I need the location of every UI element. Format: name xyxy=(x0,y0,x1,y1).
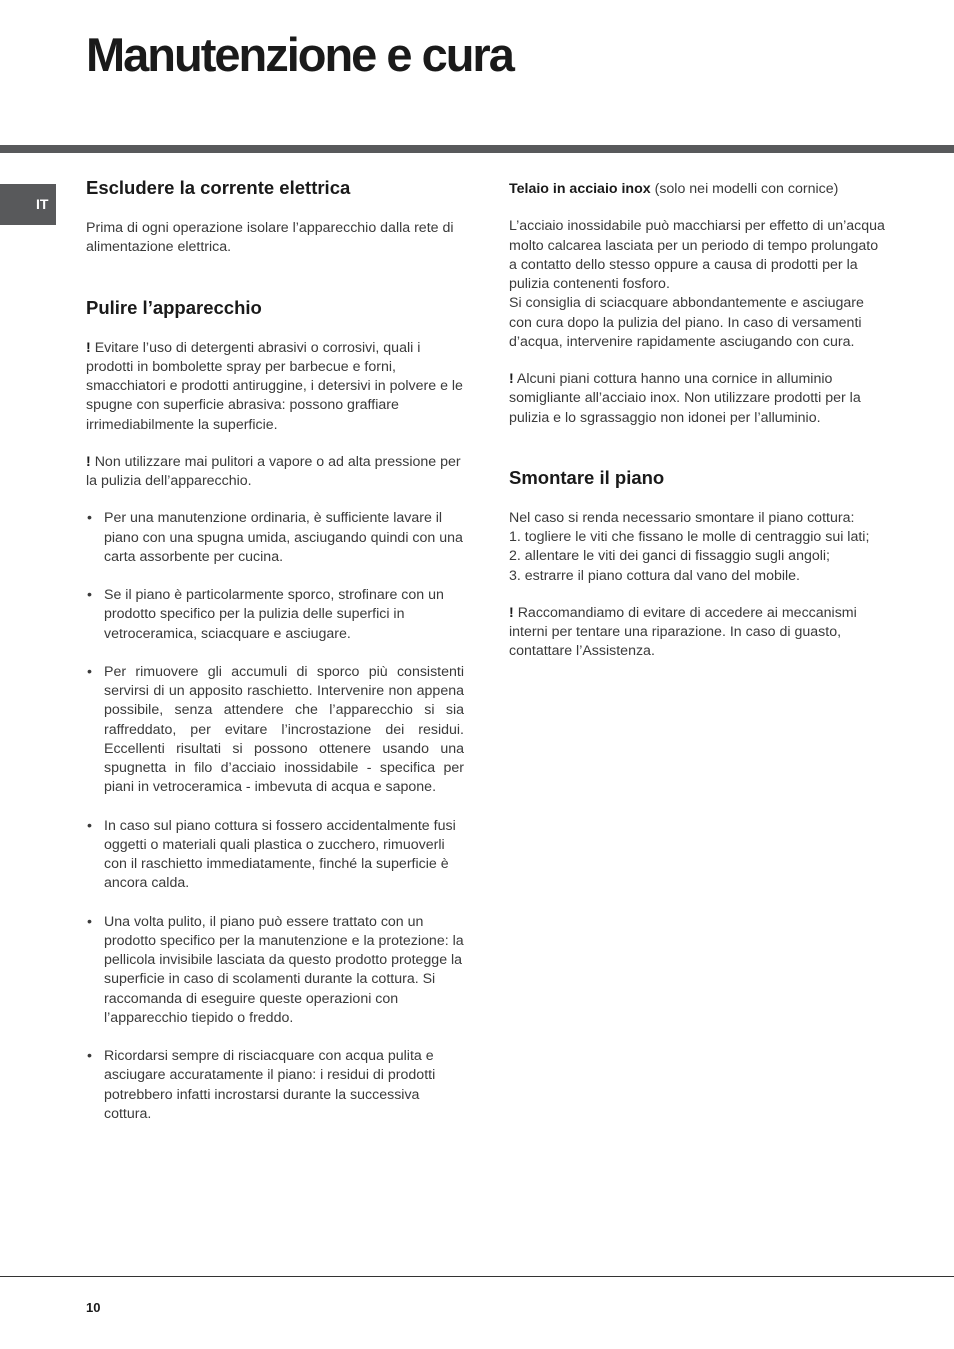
warning-aluminium: ! Alcuni piani cottura hanno una cornice in alluminio somigliante all’acciaio inox. Non utilizzare prodotti per la pulizia e lo sgrassaggio non idonei per l’alluminio. xyxy=(509,371,861,426)
warning-icon: ! xyxy=(509,371,514,387)
list-item: • Una volta pulito, il piano può essere trattato con un prodotto specifico per la manutenzione e la protezione: la pellicola invisibile lasciata da questo prodotto protegge la superficie in caso di scolamenti durante la cottura. Si raccomanda di eseguire queste operazioni con l’apparecchio tiepido o freddo. xyxy=(87,913,464,1026)
list-item: • In caso sul piano cottura si fossero accidentalmente fusi oggetti o materiali quali plastica o zucchero, rimuoverli con il raschietto immediatamente, finché la superficie è ancora calda. xyxy=(87,817,456,892)
list-item: • Per rimuovere gli accumuli di sporco più consistenti servirsi di un apposito raschietto. Intervenire non appena possibile, senza attendere che l’apparecchio si sia raffreddato, per evitare l’incrostazione dei residui. Eccellenti risultati si possono ottenere usando una spugnetta in filo d’acciaio inossidabile - specifica per piani in vetroceramica - imbevuta di acqua e sapone. xyxy=(87,663,464,796)
dismount-step: 1. togliere le viti che fissano le molle di centraggio sui lati; xyxy=(509,529,870,545)
power-text: Prima di ogni operazione isolare l’apparecchio dalla rete di alimentazione elettrica. xyxy=(86,220,454,256)
cleaning-list xyxy=(86,509,464,1124)
bullet-icon: • xyxy=(87,1048,92,1064)
warning-abrasive: ! Evitare l’uso di detergenti abrasivi o corrosivi, quali i prodotti in bombolette spray per barbecue e forni, smacchiatori e prodotti antiruggine, i detersivi in polvere e le spugne con superficie abrasiva: possono graffiare irrimediabilmente la superficie. xyxy=(86,339,463,433)
page-title: Manutenzione e cura xyxy=(86,28,513,81)
list-item: • Se il piano è particolarmente sporco, strofinare con un prodotto specifico per la pulizia delle superfici in vetroceramica, sciacquare e asciugare. xyxy=(87,587,444,642)
language-tab: IT xyxy=(0,184,56,225)
list-item: • Ricordarsi sempre di risciacquare con acqua pulita e asciugare accuratamente il piano: i residui di prodotti potrebbero infatti incrostarsi durante la successiva cottura. xyxy=(87,1048,436,1122)
bullet-icon: • xyxy=(87,663,92,680)
dismount-step: 3. estrarre il piano cottura dal vano del mobile. xyxy=(509,567,801,584)
warning-icon: ! xyxy=(86,339,91,356)
stainless-text-1: L’acciaio inossidabile può macchiarsi per effetto di un’acqua molto calcarea lasciata per un periodo di tempo prolungato a contatto dello stesso oppure a causa di prodotti per la pulizia contenenti fosforo. xyxy=(509,218,885,292)
header-divider xyxy=(0,145,954,153)
dismount-step: 2. allentare le viti dei ganci di fissaggio sugli angoli; xyxy=(509,548,830,565)
left-column xyxy=(86,176,464,1143)
bullet-icon: • xyxy=(87,587,92,603)
warning-repair: ! Raccomandiamo di evitare di accedere ai meccanismi interni per tentare una riparazione. In caso di guasto, contattare l’Assistenza. xyxy=(509,604,857,660)
section-heading-cleaning: Pulire l’apparecchio xyxy=(86,296,262,318)
warning-icon: ! xyxy=(86,453,91,470)
dismount-intro: Nel caso si renda necessario smontare il piano cottura: xyxy=(509,509,855,526)
bullet-icon: • xyxy=(87,510,92,527)
section-heading-power: Escludere la corrente elettrica xyxy=(86,177,351,198)
bullet-icon: • xyxy=(87,913,92,930)
stainless-text-2: Si consiglia di sciacquare abbondantemente e asciugare con cura dopo la pulizia del piano. In caso di versamenti d’acqua, intervenire rapidamente asciugando con cura. xyxy=(509,295,864,350)
warning-icon: ! xyxy=(509,604,514,621)
footer-divider xyxy=(0,1276,954,1277)
right-column xyxy=(509,176,885,662)
list-item: • Per una manutenzione ordinaria, è sufficiente lavare il piano con una spugna umida, asciugando quindi con una carta assorbente per cucina. xyxy=(87,510,463,565)
warning-steam: ! Non utilizzare mai pulitori a vapore o ad alta pressione per la pulizia dell’apparecchio. xyxy=(86,453,461,489)
stainless-frame-lead: Telaio in acciaio inox (solo nei modelli con cornice) xyxy=(509,181,839,197)
page-number: 10 xyxy=(86,1300,101,1315)
bullet-icon: • xyxy=(87,817,92,834)
section-heading-dismount: Smontare il piano xyxy=(509,466,665,488)
